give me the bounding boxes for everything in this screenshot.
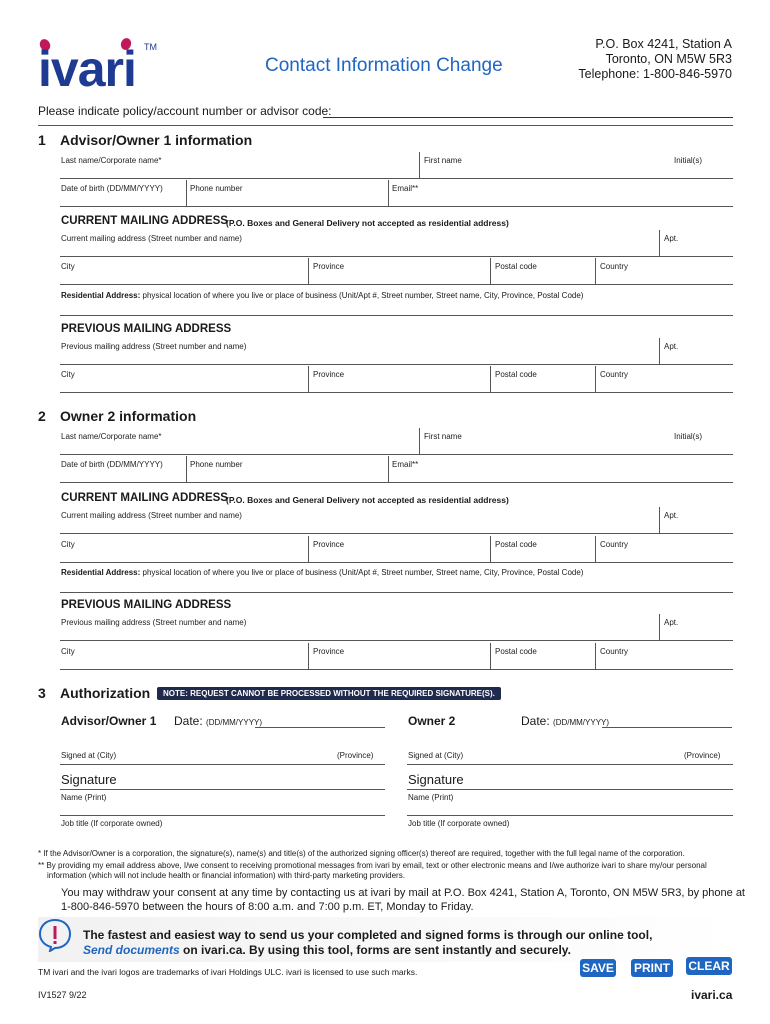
residential-address-note: Residential Address: physical location of where you live or place of business (Unit/Apt #, Street number, Street name, City, Province, Postal Code) xyxy=(61,291,584,300)
alert-icon xyxy=(38,918,72,952)
prev-country-label: Country xyxy=(600,647,629,656)
initials-label: Initial(s) xyxy=(674,432,703,441)
clear-button[interactable]: CLEAR xyxy=(686,957,732,975)
last-name-field[interactable] xyxy=(60,454,733,455)
prev-street-label: Previous mailing address (Street number and name) xyxy=(61,618,247,627)
address-line: P.O. Box 4241, Station A xyxy=(595,37,732,51)
owner1-signature-field[interactable] xyxy=(60,789,385,790)
signature-required-badge: NOTE: REQUEST CANNOT BE PROCESSED WITHOUT THE REQUIRED SIGNATURE(S). xyxy=(157,687,501,700)
divider xyxy=(490,643,491,669)
divider xyxy=(595,536,596,562)
prev-province-label: Province xyxy=(313,647,345,656)
phone-label: Phone number xyxy=(190,460,243,469)
policy-number-field[interactable] xyxy=(323,117,733,118)
owner1-job-title-label: Job title (If corporate owned) xyxy=(61,819,163,828)
initials-label: Initial(s) xyxy=(674,156,703,165)
street-label: Current mailing address (Street number and name) xyxy=(61,511,242,520)
footnote-email-consent: ** By providing my email address above, I/we consent to receiving promotional messages from ivari by email, text or other electronic means and I/we authorize ivari to share my/our personal xyxy=(38,861,707,870)
online-tool-line1: The fastest and easiest way to send us your completed and signed forms is through our online tool, xyxy=(83,928,653,942)
section-number: 1 xyxy=(38,132,46,148)
divider xyxy=(595,258,596,284)
section-title: Advisor/Owner 1 information xyxy=(60,132,253,148)
province-label: Province xyxy=(313,262,345,271)
footnote-email-consent-cont: information (which will not include health or financial information) with third-party marketing providers. xyxy=(47,871,405,880)
apt-label: Apt. xyxy=(664,511,679,520)
divider xyxy=(659,507,660,533)
owner2-signature-field[interactable] xyxy=(407,789,733,790)
prev-street-label: Previous mailing address (Street number and name) xyxy=(61,342,247,351)
prev-city-label: City xyxy=(61,370,75,379)
dob-label: Date of birth (DD/MM/YYYY) xyxy=(61,184,163,193)
owner1-province-label: (Province) xyxy=(337,751,374,760)
section-title: Owner 2 information xyxy=(60,408,197,424)
page-title: Contact Information Change xyxy=(265,55,503,76)
residential-field[interactable] xyxy=(60,315,733,316)
address-line: Toronto, ON M5W 5R3 xyxy=(605,52,732,66)
divider xyxy=(659,614,660,640)
street-field[interactable] xyxy=(60,256,733,257)
apt-label: Apt. xyxy=(664,234,679,243)
owner1-date-field[interactable] xyxy=(255,727,385,728)
address-line: Telephone: 1-800-846-5970 xyxy=(578,67,732,81)
current-address-title: CURRENT MAILING ADDRESS xyxy=(61,492,228,504)
prev-country-label: Country xyxy=(600,370,629,379)
phone-label: Phone number xyxy=(190,184,243,193)
divider xyxy=(659,338,660,364)
prev-street-field[interactable] xyxy=(60,640,733,641)
divider xyxy=(38,125,733,126)
logo-wordmark: ivari xyxy=(38,41,136,97)
owner2-heading: Owner 2 xyxy=(408,714,456,728)
save-button[interactable]: SAVE xyxy=(580,959,616,977)
street-field[interactable] xyxy=(60,533,733,534)
postal-label: Postal code xyxy=(495,540,537,549)
prev-city-field[interactable] xyxy=(60,669,733,670)
last-name-label: Last name/Corporate name* xyxy=(61,156,162,165)
province-label: Province xyxy=(313,540,345,549)
previous-address-title: PREVIOUS MAILING ADDRESS xyxy=(61,599,232,611)
first-name-label: First name xyxy=(424,156,462,165)
dob-field[interactable] xyxy=(60,482,733,483)
print-button[interactable]: PRINT xyxy=(631,959,673,977)
postal-label: Postal code xyxy=(495,262,537,271)
divider xyxy=(308,366,309,392)
city-field[interactable] xyxy=(60,562,733,563)
owner2-date-field[interactable] xyxy=(602,727,732,728)
send-documents-link[interactable]: Send documents xyxy=(83,943,180,957)
prev-street-field[interactable] xyxy=(60,364,733,365)
first-name-label: First name xyxy=(424,432,462,441)
owner1-signed-at-field[interactable] xyxy=(60,764,385,765)
country-label: Country xyxy=(600,262,629,271)
owner2-date-label: Date: (DD/MM/YYYY) xyxy=(521,714,610,728)
divider xyxy=(419,428,420,454)
withdraw-consent-line2: 1-800-846-5970 between the hours of 8:00 a.m. and 7:00 p.m. ET, Monday to Friday. xyxy=(61,901,474,913)
divider xyxy=(308,643,309,669)
current-address-note: (P.O. Boxes and General Delivery not accepted as residential address) xyxy=(226,495,509,505)
prev-postal-label: Postal code xyxy=(495,647,537,656)
divider xyxy=(659,230,660,256)
ivari-logo xyxy=(38,36,157,97)
company-address xyxy=(578,37,732,82)
divider xyxy=(490,536,491,562)
form-number: IV1527 9/22 xyxy=(38,990,87,1000)
email-label: Email** xyxy=(392,460,419,469)
divider xyxy=(186,180,187,206)
withdraw-consent-line1: You may withdraw your consent at any time by contacting us at ivari by mail at P.O. Box 4241, Station A, Toronto, ON M5W 5R3, by phone at xyxy=(61,887,745,899)
prev-apt-label: Apt. xyxy=(664,342,679,351)
trademark-note: TM ivari and the ivari logos are trademarks of ivari Holdings ULC. ivari is licensed to use such marks. xyxy=(38,967,418,977)
prev-apt-label: Apt. xyxy=(664,618,679,627)
divider xyxy=(490,366,491,392)
street-label: Current mailing address (Street number and name) xyxy=(61,234,242,243)
owner1-signature-label: Signature xyxy=(61,772,117,787)
policy-number-label: Please indicate policy/account number or advisor code: xyxy=(38,104,332,118)
divider xyxy=(308,258,309,284)
previous-address-title: PREVIOUS MAILING ADDRESS xyxy=(61,323,232,335)
last-name-field[interactable] xyxy=(60,178,733,179)
dob-label: Date of birth (DD/MM/YYYY) xyxy=(61,460,163,469)
city-field[interactable] xyxy=(60,284,733,285)
dob-field[interactable] xyxy=(60,206,733,207)
divider xyxy=(388,180,389,206)
divider xyxy=(308,536,309,562)
section-title: Authorization xyxy=(60,685,151,701)
footnote-corporation: * If the Advisor/Owner is a corporation, the signature(s), name(s) and title(s) of the authorized signing officer(s) thereof are required, together with the full legal name of the corporation. xyxy=(38,849,685,858)
prev-city-field[interactable] xyxy=(60,392,733,393)
owner1-name-field[interactable] xyxy=(60,815,385,816)
divider xyxy=(595,643,596,669)
logo-tm: TM xyxy=(144,42,157,52)
prev-province-label: Province xyxy=(313,370,345,379)
owner2-province-label: (Province) xyxy=(684,751,721,760)
divider xyxy=(419,152,420,178)
email-label: Email** xyxy=(392,184,419,193)
section-number: 3 xyxy=(38,685,46,701)
online-tool-line2: Send documents on ivari.ca. By using this tool, forms are sent instantly and securely. xyxy=(83,943,571,957)
divider xyxy=(490,258,491,284)
city-label: City xyxy=(61,540,75,549)
owner2-name-label: Name (Print) xyxy=(408,793,454,802)
owner2-signed-at-field[interactable] xyxy=(407,764,733,765)
owner2-signed-at-label: Signed at (City) xyxy=(408,751,464,760)
current-address-note: (P.O. Boxes and General Delivery not accepted as residential address) xyxy=(226,218,509,228)
owner2-name-field[interactable] xyxy=(407,815,733,816)
residential-field[interactable] xyxy=(60,592,733,593)
last-name-label: Last name/Corporate name* xyxy=(61,432,162,441)
residential-address-note: Residential Address: physical location of where you live or place of business (Unit/Apt #, Street number, Street name, City, Province, Postal Code) xyxy=(61,568,584,577)
divider xyxy=(388,456,389,482)
owner1-heading: Advisor/Owner 1 xyxy=(61,714,157,728)
section-number: 2 xyxy=(38,408,46,424)
owner1-signed-at-label: Signed at (City) xyxy=(61,751,117,760)
current-address-title: CURRENT MAILING ADDRESS xyxy=(61,215,228,227)
site-name: ivari.ca xyxy=(691,988,733,1002)
owner2-job-title-label: Job title (If corporate owned) xyxy=(408,819,510,828)
owner1-date-label: Date: (DD/MM/YYYY) xyxy=(174,714,263,728)
divider xyxy=(186,456,187,482)
owner1-name-label: Name (Print) xyxy=(61,793,107,802)
owner2-signature-label: Signature xyxy=(408,772,464,787)
country-label: Country xyxy=(600,540,629,549)
city-label: City xyxy=(61,262,75,271)
prev-city-label: City xyxy=(61,647,75,656)
prev-postal-label: Postal code xyxy=(495,370,537,379)
divider xyxy=(595,366,596,392)
